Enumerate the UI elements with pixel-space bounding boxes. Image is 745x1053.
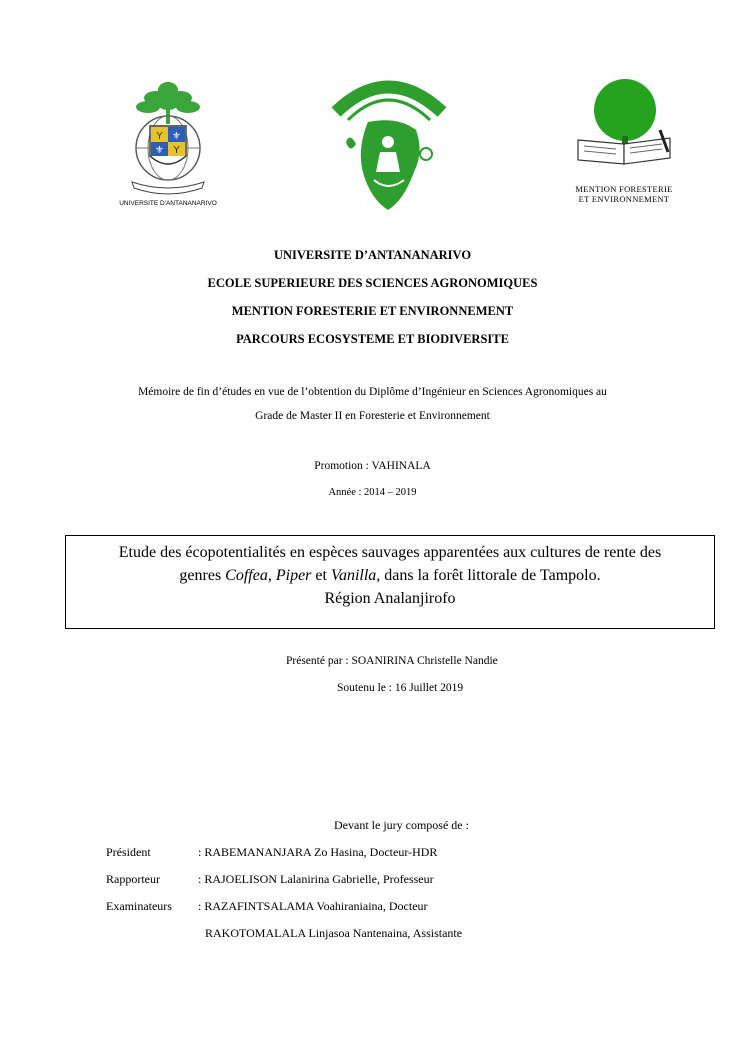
jury-row [106, 899, 428, 914]
jury-row [106, 845, 437, 860]
jury-member: : RABEMANANJARA Zo Hasina, Docteur-HDR [198, 845, 438, 859]
university-logo [118, 72, 218, 212]
defense-date: Soutenu le : 16 Juillet 2019 [337, 682, 464, 694]
jury-row [106, 872, 434, 887]
essa-logo [328, 72, 450, 212]
jury-role: Examinateurs [106, 899, 172, 913]
jury-role: Président [106, 845, 151, 859]
annee: Année : 2014 – 2019 [328, 487, 417, 498]
memoire-line2: Grade de Master II en Foresterie et Environnement [255, 410, 490, 422]
mention-logo-caption [566, 184, 682, 204]
title-line2-post: dans la forêt littorale de Tampolo. [380, 567, 601, 584]
jury-extra-examiner: RAKOTOMALALA Linjasoa Nantenaina, Assistante [205, 926, 463, 940]
title-sep2: et [311, 567, 331, 584]
mention-caption-line2: ET ENVIRONNEMENT [578, 194, 670, 204]
svg-text:⚜: ⚜ [172, 131, 181, 142]
mention-logo [572, 78, 676, 208]
genus-coffea: Coffea [225, 567, 268, 584]
jury-heading: Devant le jury composé de : [334, 818, 469, 832]
jury-member: : RAZAFINTSALAMA Voahiraniaina, Docteur [198, 899, 428, 913]
jury-member: : RAJOELISON Lalanirina Gabrielle, Professeur [198, 872, 434, 886]
school-name: ECOLE SUPERIEURE DES SCIENCES AGRONOMIQUES [207, 276, 538, 290]
university-crest-icon [118, 72, 218, 212]
university-logo-caption: UNIVERSITE D'ANTANANARIVO [119, 200, 217, 207]
promotion: Promotion : VAHINALA [314, 460, 431, 472]
svg-text:⚜: ⚜ [155, 145, 164, 156]
mention-name: MENTION FORESTERIE ET ENVIRONNEMENT [231, 304, 514, 318]
title-line1: Etude des écopotentialités en espèces sauvages apparentées aux cultures de rente des [118, 544, 662, 561]
university-name: UNIVERSITE D’ANTANANARIVO [273, 248, 472, 262]
parcours-name: PARCOURS ECOSYSTEME ET BIODIVERSITE [236, 332, 509, 346]
title-line3: Région Analanjirofo [324, 590, 456, 607]
title-line2 [66, 564, 714, 587]
title-sep1: , [267, 567, 276, 584]
tree-book-icon [572, 78, 676, 168]
mention-caption-line1: MENTION FORESTERIE [575, 184, 673, 194]
genus-vanilla: Vanilla, [330, 567, 381, 584]
presented-by: Présenté par : SOANIRINA Christelle Nandie [286, 655, 498, 667]
svg-text:Y: Y [173, 145, 180, 156]
thesis-title-box [65, 535, 715, 629]
essa-emblem-icon [328, 72, 450, 212]
jury-role: Rapporteur [106, 872, 160, 886]
genus-piper: Piper [275, 567, 312, 584]
title-line2-pre: genres [179, 567, 226, 584]
svg-text:Y: Y [156, 131, 163, 142]
memoire-line1: Mémoire de fin d’études en vue de l’obtention du Diplôme d’Ingénieur en Sciences Agronomiques au [138, 386, 607, 398]
